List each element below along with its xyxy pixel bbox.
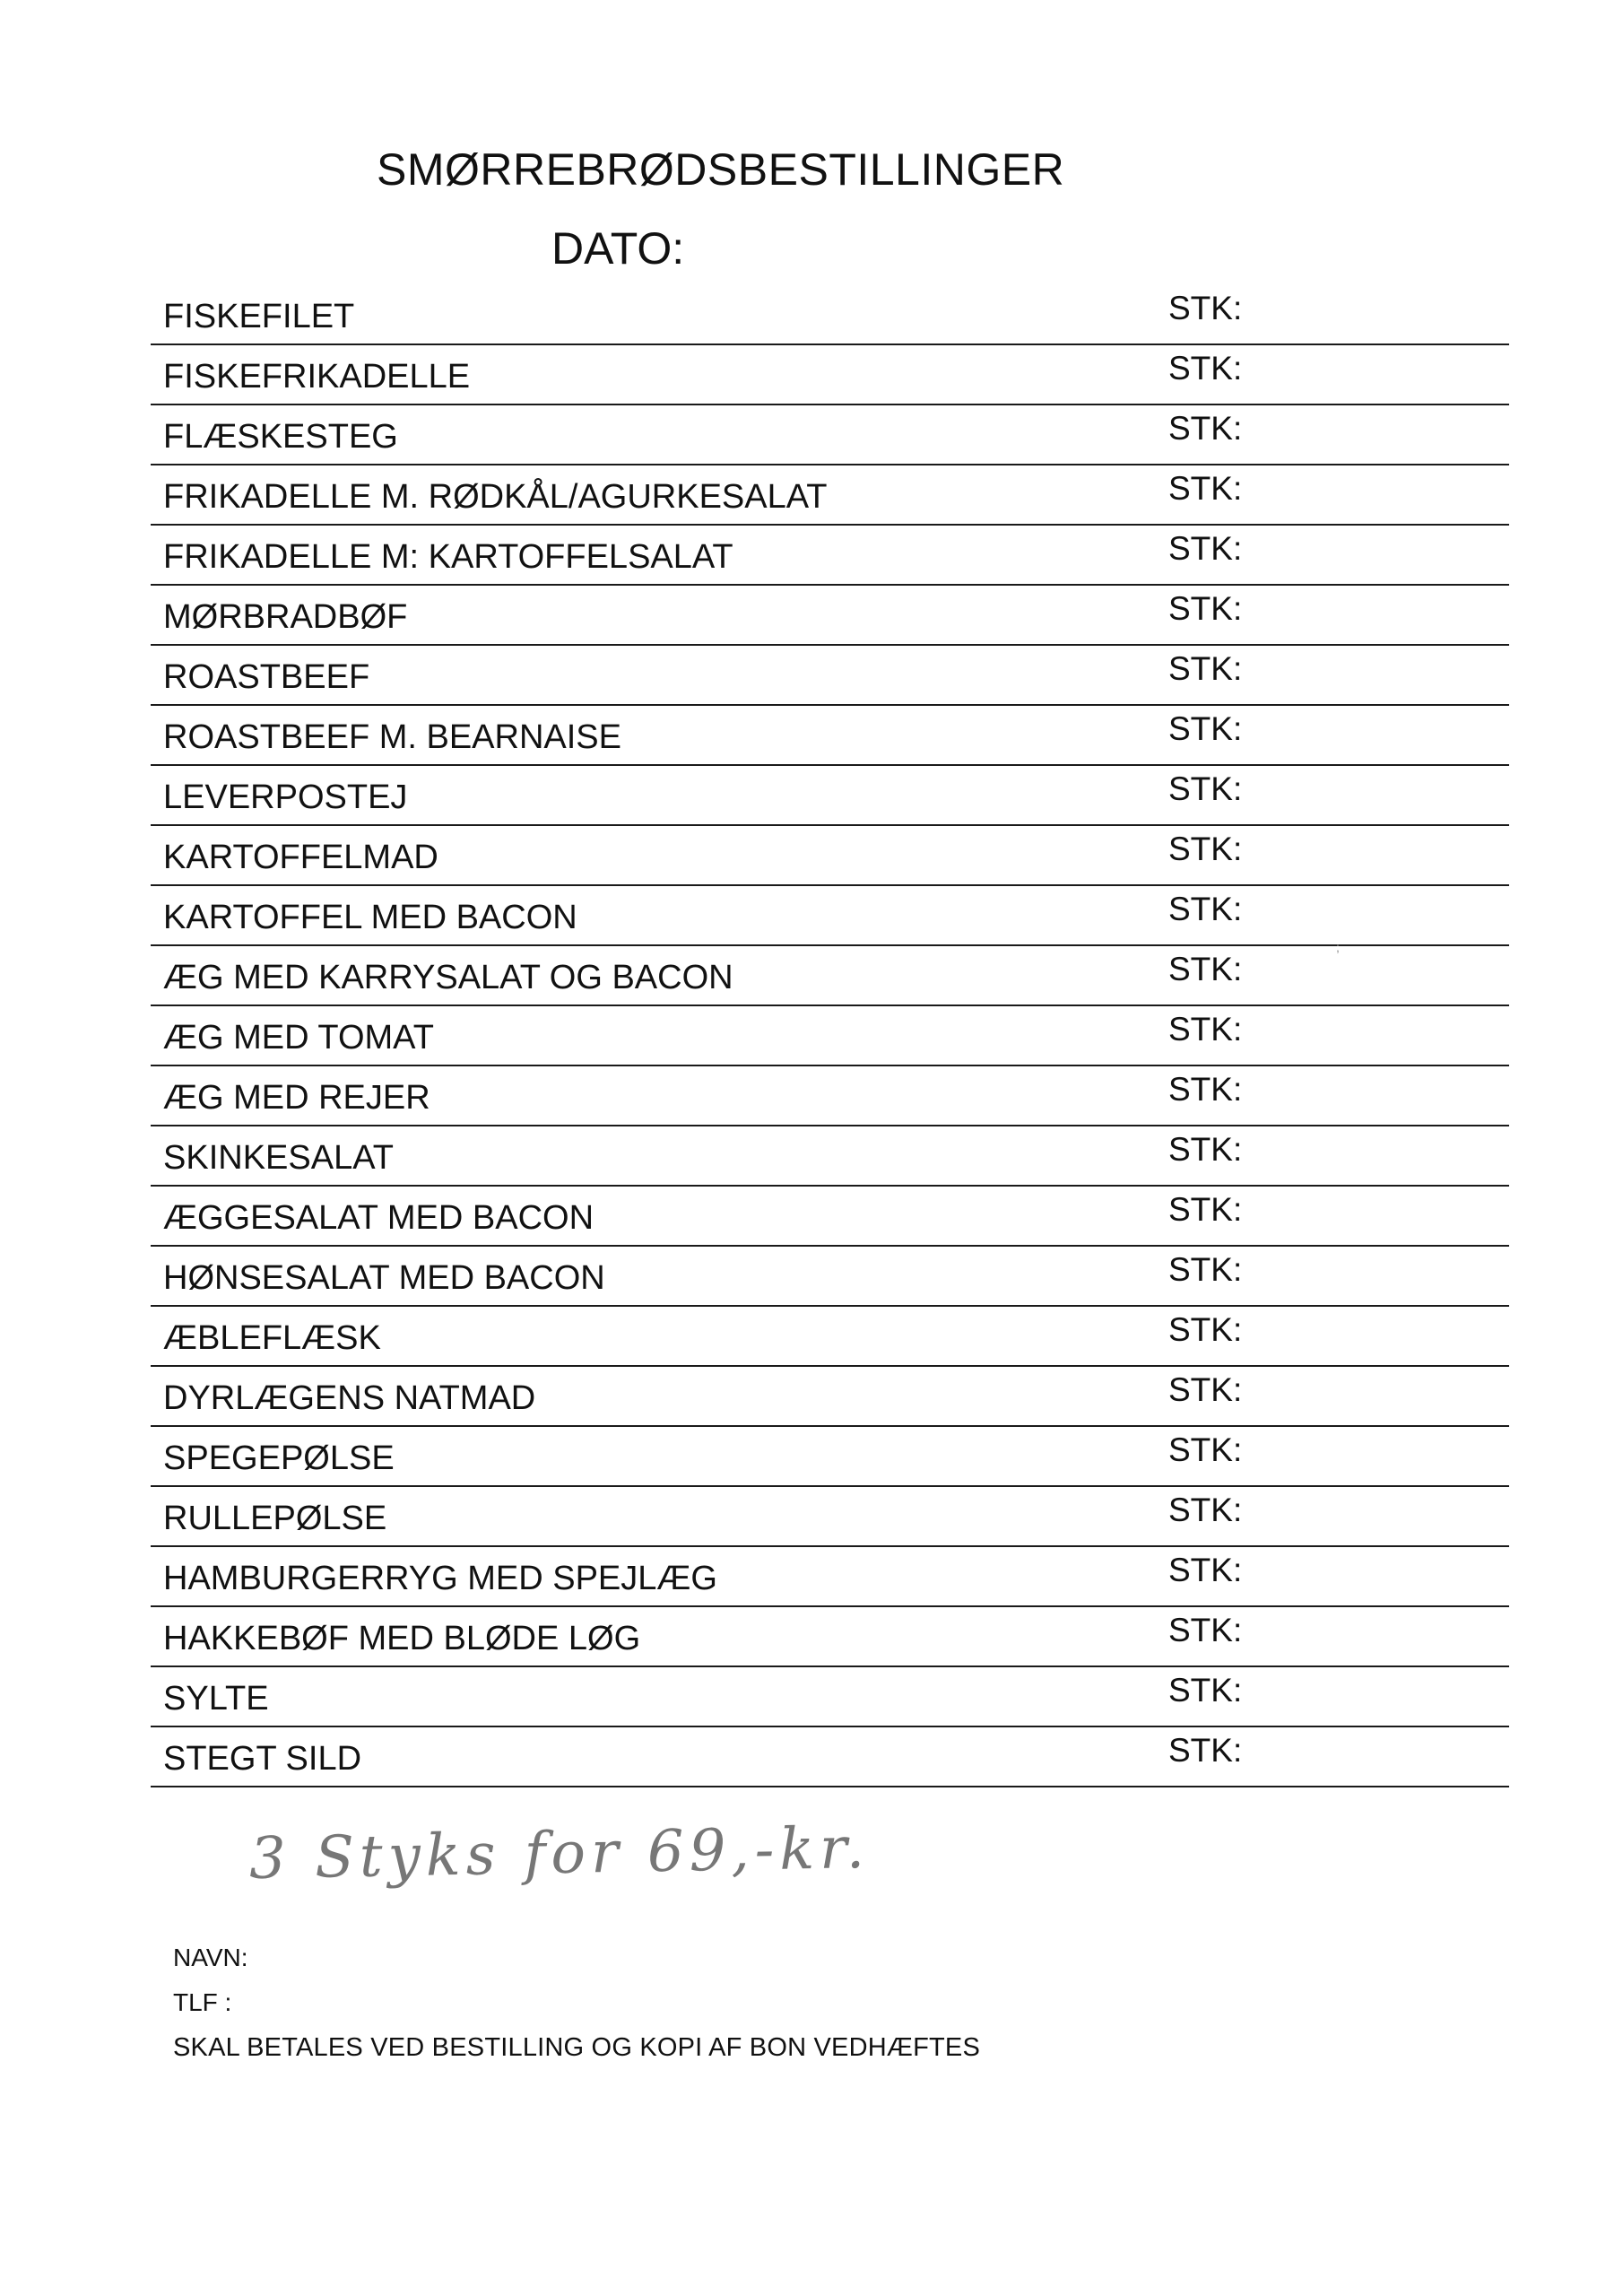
item-label: FISKEFILET bbox=[163, 298, 355, 335]
item-label: LEVERPOSTEJ bbox=[163, 778, 408, 816]
item-row bbox=[151, 1547, 1509, 1607]
quantity-label: STK: bbox=[1168, 590, 1243, 627]
item-label: MØRBRADBØF bbox=[163, 598, 408, 636]
handwritten-note: 3 Styks for 69,-kr. bbox=[248, 1814, 871, 1893]
quantity-label: STK: bbox=[1168, 350, 1243, 387]
item-row bbox=[151, 706, 1509, 766]
item-row bbox=[151, 1126, 1509, 1187]
quantity-label: STK: bbox=[1168, 1311, 1243, 1348]
date-label: DATO: bbox=[551, 223, 685, 274]
item-row bbox=[151, 1367, 1509, 1427]
quantity-label: STK: bbox=[1168, 470, 1243, 507]
quantity-label: STK: bbox=[1168, 951, 1243, 987]
item-label: FRIKADELLE M. RØDKÅL/AGURKESALAT bbox=[163, 478, 828, 516]
item-label: ROASTBEEF bbox=[163, 658, 370, 696]
quantity-label: STK: bbox=[1168, 1492, 1243, 1528]
item-row bbox=[151, 1187, 1509, 1247]
item-label: FLÆSKESTEG bbox=[163, 418, 398, 456]
payment-note: SKAL BETALES VED BESTILLING OG KOPI AF BON VEDHÆFTES bbox=[173, 2033, 980, 2062]
item-label: KARTOFFELMAD bbox=[163, 839, 438, 876]
quantity-label: STK: bbox=[1168, 770, 1243, 807]
item-row bbox=[151, 1607, 1509, 1667]
item-row bbox=[151, 1247, 1509, 1307]
item-row bbox=[151, 1487, 1509, 1547]
quantity-label: STK: bbox=[1168, 1251, 1243, 1288]
name-label: NAVN: bbox=[173, 1944, 248, 1971]
item-row bbox=[151, 1006, 1509, 1066]
item-label: RULLEPØLSE bbox=[163, 1500, 387, 1537]
item-label: HØNSESALAT MED BACON bbox=[163, 1259, 605, 1297]
quantity-label: STK: bbox=[1168, 1431, 1243, 1468]
quantity-label: STK: bbox=[1168, 1131, 1243, 1168]
item-label: ÆGGESALAT MED BACON bbox=[163, 1199, 595, 1237]
item-row bbox=[151, 646, 1509, 706]
item-label: ÆG MED KARRYSALAT OG BACON bbox=[163, 959, 733, 996]
quantity-label: STK: bbox=[1168, 410, 1243, 447]
item-label: STEGT SILD bbox=[163, 1740, 362, 1778]
item-label: ÆBLEFLÆSK bbox=[163, 1319, 381, 1357]
quantity-label: STK: bbox=[1168, 891, 1243, 927]
item-row bbox=[151, 526, 1509, 586]
quantity-label: STK: bbox=[1168, 650, 1243, 687]
item-row bbox=[151, 405, 1509, 465]
item-label: SKINKESALAT bbox=[163, 1139, 394, 1177]
quantity-label: STK: bbox=[1168, 1552, 1243, 1588]
quantity-label: STK: bbox=[1168, 1732, 1243, 1769]
item-row bbox=[151, 886, 1509, 946]
item-row bbox=[151, 1307, 1509, 1367]
item-label: ÆG MED TOMAT bbox=[163, 1019, 434, 1057]
quantity-label: STK: bbox=[1168, 1612, 1243, 1648]
item-row bbox=[151, 946, 1509, 1006]
item-row bbox=[151, 285, 1509, 345]
form-title: SMØRREBRØDSBESTILLINGER bbox=[377, 144, 1065, 195]
quantity-label: STK: bbox=[1168, 1191, 1243, 1228]
phone-label: TLF : bbox=[173, 1988, 232, 2016]
quantity-label: STK: bbox=[1168, 1071, 1243, 1108]
item-label: FISKEFRIKADELLE bbox=[163, 358, 471, 396]
item-row bbox=[151, 826, 1509, 886]
item-label: SYLTE bbox=[163, 1680, 269, 1718]
item-label: DYRLÆGENS NATMAD bbox=[163, 1379, 536, 1417]
quantity-label: STK: bbox=[1168, 290, 1243, 326]
item-row bbox=[151, 586, 1509, 646]
item-row bbox=[151, 1727, 1509, 1787]
quantity-label: STK: bbox=[1168, 1371, 1243, 1408]
item-label: FRIKADELLE M: KARTOFFELSALAT bbox=[163, 538, 733, 576]
stray-mark: ; bbox=[1336, 940, 1340, 954]
item-row bbox=[151, 465, 1509, 526]
item-row bbox=[151, 345, 1509, 405]
item-label: HAKKEBØF MED BLØDE LØG bbox=[163, 1620, 641, 1657]
item-label: ROASTBEEF M. BEARNAISE bbox=[163, 718, 621, 756]
item-row bbox=[151, 1066, 1509, 1126]
item-label: KARTOFFEL MED BACON bbox=[163, 899, 577, 936]
quantity-label: STK: bbox=[1168, 831, 1243, 867]
item-label: ÆG MED REJER bbox=[163, 1079, 430, 1117]
quantity-label: STK: bbox=[1168, 710, 1243, 747]
quantity-label: STK: bbox=[1168, 530, 1243, 567]
item-label: SPEGEPØLSE bbox=[163, 1439, 395, 1477]
item-row bbox=[151, 1427, 1509, 1487]
item-row bbox=[151, 766, 1509, 826]
item-list bbox=[151, 285, 1509, 1787]
item-label: HAMBURGERRYG MED SPEJLÆG bbox=[163, 1560, 717, 1597]
footer bbox=[173, 1935, 980, 2070]
quantity-label: STK: bbox=[1168, 1011, 1243, 1048]
quantity-label: STK: bbox=[1168, 1672, 1243, 1709]
item-row bbox=[151, 1667, 1509, 1727]
